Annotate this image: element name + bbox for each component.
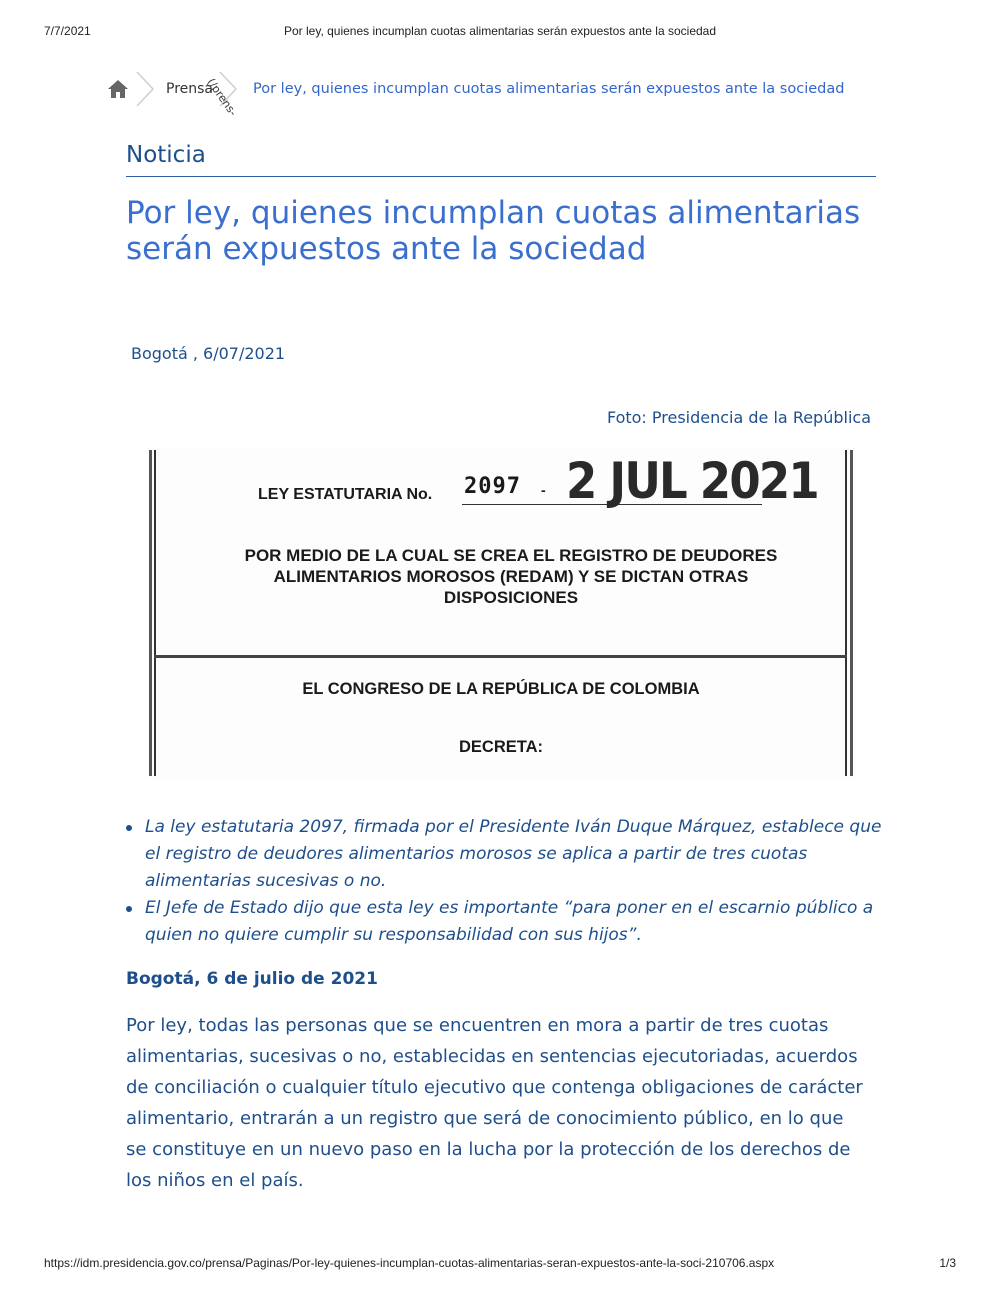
bullet-icon [126, 825, 132, 831]
law-document-image [146, 448, 856, 778]
home-icon[interactable] [106, 77, 130, 101]
print-header [44, 24, 956, 40]
breadcrumb-current[interactable]: Por ley, quienes incumplan cuotas alimentarias serán expuestos ante la sociedad [253, 81, 845, 97]
image-border [149, 450, 152, 776]
summary-list [126, 814, 886, 949]
print-footer [44, 1256, 956, 1272]
image-border [154, 450, 156, 776]
list-item: El Jefe de Estado dijo que esta ley es importante “para poner en el escarnio público a quien no quiere cumplir su responsabilidad con sus hijos”. [126, 895, 886, 949]
image-divider [154, 655, 847, 658]
photo-credit: Foto: Presidencia de la República [606, 408, 871, 427]
breadcrumb-prensa[interactable]: Prensa [166, 81, 214, 97]
law-title: POR MEDIO DE LA CUAL SE CREA EL REGISTRO DE DEUDORES ALIMENTARIOS MOROSOS (REDAM) Y SE DICTAN OTRAS DISPOSICIONES [244, 546, 778, 607]
law-label: LEY ESTATUTARIA No. [258, 486, 433, 503]
law-decreta: DECRETA: [458, 738, 544, 756]
print-title: Por ley, quienes incumplan cuotas alimentarias serán expuestos ante la sociedad [283, 24, 717, 38]
law-date-stamp: 2 JUL 2021 [566, 452, 818, 510]
image-border [850, 450, 853, 776]
breadcrumb [106, 72, 845, 119]
article-paragraph: Por ley, todas las personas que se encuentren en mora a partir de tres cuotas alimentarias, sucesivas o no, establecidas en sentencias ejecutoriadas, acuerdos de conciliación o cualquier título ejecutivo que contenga obligaciones de carácter alimentario, entrarán a un registro que será de conocimiento público, en lo que se constituye en un nuevo paso en la lucha por la protección de los derechos de los niños en el país. [126, 1015, 863, 1191]
section-divider [126, 176, 876, 177]
law-number: 2097 [464, 474, 521, 499]
page-number: 1/3 [939, 1256, 956, 1270]
print-date: 7/7/2021 [44, 24, 91, 38]
breadcrumb-url-fragment: (/prens- [204, 76, 240, 119]
image-border [845, 450, 847, 776]
law-congreso: EL CONGRESO DE LA REPÚBLICA DE COLOMBIA [302, 680, 700, 698]
dateline: Bogotá , 6/07/2021 [131, 344, 286, 363]
page-title: Por ley, quienes incumplan cuotas alimentarias serán expuestos ante la sociedad [126, 195, 861, 267]
article-date: Bogotá, 6 de julio de 2021 [126, 969, 378, 989]
law-dash: - [541, 482, 546, 498]
print-url: https://idm.presidencia.gov.co/prensa/Paginas/Por-ley-quienes-incumplan-cuotas-alimentarias-seran-expuestos-ante-la-soci-210706.aspx [44, 1256, 775, 1270]
chevron-right-icon [134, 71, 156, 107]
bullet-icon [126, 906, 132, 912]
section-label: Noticia [126, 142, 206, 168]
list-item: La ley estatutaria 2097, firmada por el Presidente Iván Duque Márquez, establece que el registro de deudores alimentarios morosos se aplica a partir de tres cuotas alimentarias sucesivas o no. [126, 814, 886, 895]
